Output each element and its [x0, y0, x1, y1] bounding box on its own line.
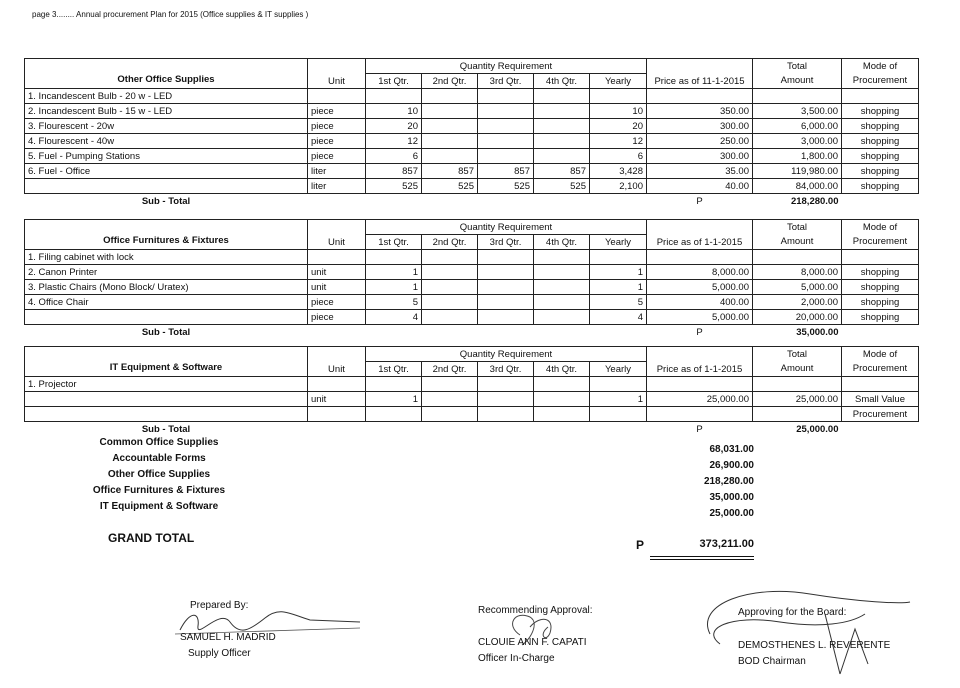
prepared-by-caption: Prepared By:	[190, 600, 249, 611]
cell-q2	[422, 295, 478, 310]
price-header: Price as of 1-1-2015	[647, 347, 753, 377]
yearly-header: Yearly	[590, 362, 647, 377]
grand-total-peso: P	[636, 538, 645, 552]
mode-header: Mode of	[842, 59, 919, 74]
table-row	[25, 295, 919, 310]
cell-price: 40.00	[647, 179, 753, 194]
table-row	[25, 149, 919, 164]
table-row	[25, 392, 919, 407]
cell-unit: unit	[308, 392, 366, 407]
cell-q3	[478, 407, 534, 422]
cell-unit: piece	[308, 134, 366, 149]
cell-q2	[422, 134, 478, 149]
q4-header: 4th Qtr.	[534, 362, 590, 377]
cell-q2: 525	[422, 179, 478, 194]
cell-q4	[534, 392, 590, 407]
cell-mode: shopping	[842, 310, 919, 325]
cell-item: 3. Plastic Chairs (Mono Block/ Uratex)	[25, 280, 308, 295]
cell-unit: unit	[308, 280, 366, 295]
cell-mode: Procurement	[842, 407, 919, 422]
cell-q2	[422, 89, 478, 104]
q2-header: 2nd Qtr.	[422, 362, 478, 377]
cell-q4	[534, 89, 590, 104]
cell-yearly: 3,428	[590, 164, 647, 179]
cell-q1: 525	[366, 179, 422, 194]
section-office-furnitures-table	[24, 219, 919, 339]
cell-q3	[478, 250, 534, 265]
cell-q1: 5	[366, 295, 422, 310]
q1-header: 1st Qtr.	[366, 235, 422, 250]
q4-header: 4th Qtr.	[534, 74, 590, 89]
summary-label: Office Furnitures & Fixtures	[92, 485, 226, 496]
cell-amount: 84,000.00	[753, 179, 842, 194]
section-it-equipment-table	[24, 346, 919, 436]
procurement-header: Procurement	[842, 362, 919, 377]
summary-value: 68,031.00	[709, 444, 754, 455]
cell-q2	[422, 280, 478, 295]
cell-yearly: 6	[590, 149, 647, 164]
cell-mode: shopping	[842, 265, 919, 280]
summary-label: Common Office Supplies	[99, 437, 219, 448]
cell-q2	[422, 265, 478, 280]
peso-sign: P	[696, 423, 703, 435]
unit-header: Unit	[308, 59, 366, 89]
prepared-by-position: Supply Officer	[188, 648, 251, 659]
cell-amount: 3,500.00	[753, 104, 842, 119]
unit-header: Unit	[308, 220, 366, 250]
approving-caption: Approving for the Board:	[738, 607, 847, 618]
cell-q3	[478, 310, 534, 325]
q3-header: 3rd Qtr.	[478, 74, 534, 89]
cell-item	[25, 392, 308, 407]
cell-q2: 857	[422, 164, 478, 179]
cell-unit: unit	[308, 265, 366, 280]
cell-amount: 25,000.00	[753, 392, 842, 407]
cell-unit	[308, 250, 366, 265]
cell-q4: 525	[534, 179, 590, 194]
yearly-header: Yearly	[590, 235, 647, 250]
cell-q4	[534, 104, 590, 119]
cell-yearly: 4	[590, 310, 647, 325]
summary-value: 218,280.00	[703, 476, 754, 487]
cell-yearly: 1	[590, 392, 647, 407]
cell-q4	[534, 310, 590, 325]
summary-value: 26,900.00	[709, 460, 754, 471]
cell-amount	[753, 89, 842, 104]
cell-q1: 1	[366, 280, 422, 295]
q3-header: 3rd Qtr.	[478, 362, 534, 377]
cell-q2	[422, 119, 478, 134]
cell-mode	[842, 377, 919, 392]
cell-yearly	[590, 89, 647, 104]
cell-q1: 4	[366, 310, 422, 325]
cell-yearly	[590, 250, 647, 265]
quantity-requirement-header: Quantity Requirement	[366, 59, 647, 74]
prepared-by-name: SAMUEL H. MADRID	[180, 632, 276, 643]
cell-price	[647, 89, 753, 104]
grand-total-underline	[650, 556, 754, 560]
cell-q4	[534, 119, 590, 134]
cell-yearly: 12	[590, 134, 647, 149]
q1-header: 1st Qtr.	[366, 362, 422, 377]
cell-q3	[478, 392, 534, 407]
cell-q3	[478, 149, 534, 164]
recommending-position: Officer In-Charge	[478, 653, 555, 664]
cell-yearly	[590, 407, 647, 422]
cell-item: 3. Flourescent - 20w	[25, 119, 308, 134]
cell-yearly: 5	[590, 295, 647, 310]
peso-sign: P	[696, 195, 703, 207]
table-row	[25, 377, 919, 392]
cell-yearly: 10	[590, 104, 647, 119]
price-header: Price as of 11-1-2015	[647, 59, 753, 89]
cell-unit: piece	[308, 104, 366, 119]
q2-header: 2nd Qtr.	[422, 74, 478, 89]
unit-header: Unit	[308, 347, 366, 377]
cell-q4	[534, 407, 590, 422]
table-row	[25, 89, 919, 104]
procurement-header: Procurement	[842, 74, 919, 89]
cell-unit	[308, 89, 366, 104]
summary-value: 35,000.00	[709, 492, 754, 503]
cell-q1: 1	[366, 392, 422, 407]
subtotal-label: Sub - Total	[141, 195, 191, 207]
table-row	[25, 407, 919, 422]
cell-q3	[478, 295, 534, 310]
cell-mode: shopping	[842, 179, 919, 194]
table-row	[25, 310, 919, 325]
total-header: Total	[753, 59, 842, 74]
page-header: page 3........ Annual procurement Plan for 2015 (Office supplies & IT supplies )	[32, 10, 309, 19]
grand-total-label: GRAND TOTAL	[108, 531, 195, 545]
cell-mode: shopping	[842, 280, 919, 295]
approving-position: BOD Chairman	[738, 656, 806, 667]
quantity-requirement-header: Quantity Requirement	[366, 220, 647, 235]
mode-header: Mode of	[842, 347, 919, 362]
recommending-name: CLOUIE ANN F. CAPATI	[478, 637, 587, 648]
cell-price	[647, 250, 753, 265]
cell-q3	[478, 134, 534, 149]
section-title: Office Furnitures & Fixtures	[25, 220, 308, 250]
cell-mode: shopping	[842, 164, 919, 179]
price-header: Price as of 1-1-2015	[647, 220, 753, 250]
cell-amount: 2,000.00	[753, 295, 842, 310]
cell-amount: 5,000.00	[753, 280, 842, 295]
cell-price: 300.00	[647, 119, 753, 134]
cell-amount: 6,000.00	[753, 119, 842, 134]
yearly-header: Yearly	[590, 74, 647, 89]
summary-label: Other Office Supplies	[107, 469, 211, 480]
cell-q2	[422, 407, 478, 422]
cell-q3: 857	[478, 164, 534, 179]
table-row	[25, 250, 919, 265]
subtotal-label: Sub - Total	[141, 423, 191, 435]
cell-q4	[534, 265, 590, 280]
cell-q1: 6	[366, 149, 422, 164]
table-row	[25, 104, 919, 119]
cell-unit	[308, 407, 366, 422]
cell-price: 300.00	[647, 149, 753, 164]
cell-mode: shopping	[842, 134, 919, 149]
cell-q3: 525	[478, 179, 534, 194]
cell-q3	[478, 265, 534, 280]
cell-unit: liter	[308, 179, 366, 194]
cell-yearly: 2,100	[590, 179, 647, 194]
peso-sign: P	[696, 326, 703, 338]
subtotal-value: 35,000.00	[796, 326, 839, 338]
cell-price: 8,000.00	[647, 265, 753, 280]
cell-q1: 20	[366, 119, 422, 134]
summary-labels	[64, 435, 254, 515]
cell-amount	[753, 377, 842, 392]
cell-unit: piece	[308, 149, 366, 164]
cell-item: 1. Filing cabinet with lock	[25, 250, 308, 265]
cell-price	[647, 407, 753, 422]
cell-item: 5. Fuel - Pumping Stations	[25, 149, 308, 164]
cell-q1: 1	[366, 265, 422, 280]
recommending-caption: Recommending Approval:	[478, 605, 593, 616]
section-title: Other Office Supplies	[25, 59, 308, 89]
cell-item: 4. Flourescent - 40w	[25, 134, 308, 149]
cell-q2	[422, 149, 478, 164]
q2-header: 2nd Qtr.	[422, 235, 478, 250]
cell-item: 6. Fuel - Office	[25, 164, 308, 179]
cell-item: 2. Canon Printer	[25, 265, 308, 280]
cell-q2	[422, 377, 478, 392]
q3-header: 3rd Qtr.	[478, 235, 534, 250]
summary-label: Accountable Forms	[112, 453, 206, 464]
cell-yearly: 20	[590, 119, 647, 134]
cell-q1	[366, 407, 422, 422]
procurement-header: Procurement	[842, 235, 919, 250]
cell-amount: 8,000.00	[753, 265, 842, 280]
cell-q4	[534, 250, 590, 265]
cell-q1: 857	[366, 164, 422, 179]
cell-price: 350.00	[647, 104, 753, 119]
cell-mode	[842, 89, 919, 104]
cell-unit: piece	[308, 310, 366, 325]
section-title: IT Equipment & Software	[25, 347, 308, 377]
table-row	[25, 164, 919, 179]
cell-q4	[534, 134, 590, 149]
cell-item: 1. Projector	[25, 377, 308, 392]
cell-q2	[422, 392, 478, 407]
summary-values	[660, 442, 754, 522]
cell-q2	[422, 310, 478, 325]
amount-header: Amount	[753, 235, 842, 250]
cell-mode: Small Value	[842, 392, 919, 407]
cell-price: 5,000.00	[647, 310, 753, 325]
cell-yearly: 1	[590, 280, 647, 295]
cell-mode: shopping	[842, 149, 919, 164]
cell-item	[25, 407, 308, 422]
cell-amount	[753, 407, 842, 422]
cell-mode: shopping	[842, 104, 919, 119]
summary-label: IT Equipment & Software	[99, 501, 219, 512]
cell-amount: 119,980.00	[753, 164, 842, 179]
cell-item	[25, 179, 308, 194]
subtotal-value: 218,280.00	[790, 195, 839, 207]
cell-yearly	[590, 377, 647, 392]
cell-item	[25, 310, 308, 325]
total-header: Total	[753, 220, 842, 235]
cell-item: 4. Office Chair	[25, 295, 308, 310]
cell-mode	[842, 250, 919, 265]
cell-q4	[534, 149, 590, 164]
cell-item: 2. Incandescent Bulb - 15 w - LED	[25, 104, 308, 119]
table-row	[25, 179, 919, 194]
cell-amount	[753, 250, 842, 265]
cell-q1: 10	[366, 104, 422, 119]
approving-name: DEMOSTHENES L. REVERENTE	[738, 640, 891, 651]
cell-amount: 20,000.00	[753, 310, 842, 325]
cell-unit	[308, 377, 366, 392]
cell-price: 5,000.00	[647, 280, 753, 295]
cell-price: 35.00	[647, 164, 753, 179]
cell-q3	[478, 89, 534, 104]
cell-q3	[478, 119, 534, 134]
table-row	[25, 134, 919, 149]
table-row	[25, 265, 919, 280]
section-other-office-supplies-table	[24, 58, 919, 208]
cell-yearly: 1	[590, 265, 647, 280]
cell-item: 1. Incandescent Bulb - 20 w - LED	[25, 89, 308, 104]
subtotal-label: Sub - Total	[141, 326, 191, 338]
cell-q3	[478, 280, 534, 295]
cell-unit: piece	[308, 119, 366, 134]
cell-q1	[366, 250, 422, 265]
cell-q1	[366, 89, 422, 104]
cell-q2	[422, 250, 478, 265]
cell-q4	[534, 280, 590, 295]
cell-q4: 857	[534, 164, 590, 179]
subtotal-value: 25,000.00	[796, 423, 839, 435]
summary-value: 25,000.00	[709, 508, 754, 519]
amount-header: Amount	[753, 74, 842, 89]
mode-header: Mode of	[842, 220, 919, 235]
cell-price: 400.00	[647, 295, 753, 310]
cell-q1	[366, 377, 422, 392]
cell-amount: 1,800.00	[753, 149, 842, 164]
cell-q3	[478, 104, 534, 119]
table-row	[25, 280, 919, 295]
amount-header: Amount	[753, 362, 842, 377]
q1-header: 1st Qtr.	[366, 74, 422, 89]
cell-mode: shopping	[842, 119, 919, 134]
grand-total-value: 373,211.00	[699, 538, 754, 550]
cell-amount: 3,000.00	[753, 134, 842, 149]
cell-unit: liter	[308, 164, 366, 179]
cell-price: 25,000.00	[647, 392, 753, 407]
quantity-requirement-header: Quantity Requirement	[366, 347, 647, 362]
cell-unit: piece	[308, 295, 366, 310]
cell-mode: shopping	[842, 295, 919, 310]
cell-price	[647, 377, 753, 392]
q4-header: 4th Qtr.	[534, 235, 590, 250]
table-row	[25, 119, 919, 134]
total-header: Total	[753, 347, 842, 362]
cell-q4	[534, 295, 590, 310]
cell-q3	[478, 377, 534, 392]
cell-q2	[422, 104, 478, 119]
cell-q4	[534, 377, 590, 392]
cell-q1: 12	[366, 134, 422, 149]
cell-price: 250.00	[647, 134, 753, 149]
